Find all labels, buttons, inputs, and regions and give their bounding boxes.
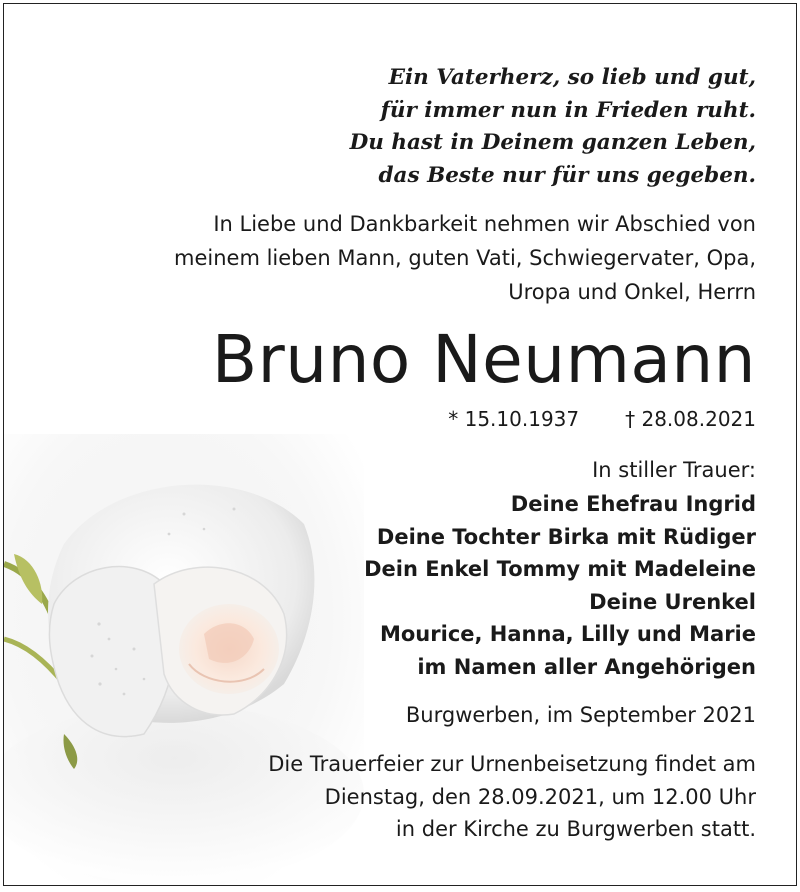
mourner: im Namen aller Angehörigen [417, 654, 756, 679]
mourner: Mourice, Hanna, Lilly und Marie [379, 622, 756, 646]
poem-line: das Beste nur für uns gegeben. [378, 162, 756, 188]
mourning-heading: In stiller Trauer: [592, 458, 756, 482]
intro-line: meinem lieben Mann, guten Vati, Schwiegervater, Opa, [174, 246, 756, 270]
life-dates [448, 404, 756, 434]
death-date: † 28.08.2021 [625, 407, 756, 431]
poem-line: für immer nun in Frieden ruht. [380, 97, 756, 123]
deceased-name: Bruno Neumann [211, 321, 756, 398]
intro-line: In Liebe und Dankbarkeit nehmen wir Abschied von [213, 212, 756, 236]
mourner: Dein Enkel Tommy mit Madeleine [364, 557, 756, 581]
ceremony-notice [268, 748, 756, 846]
mourners-list [364, 488, 756, 683]
mourner: Deine Urenkel [589, 589, 756, 614]
poem-line: Ein Vaterherz, so lieb und gut, [388, 65, 756, 90]
birth-date: * 15.10.1937 [448, 407, 580, 431]
ceremony-line: in der Kirche zu Burgwerben statt. [395, 817, 756, 841]
memorial-poem [350, 62, 756, 192]
obituary-frame [3, 3, 797, 886]
mourner: Deine Ehefrau Ingrid [510, 492, 756, 516]
ceremony-line: Dienstag, den 28.09.2021, um 12.00 Uhr [324, 784, 756, 809]
ceremony-line: Die Trauerfeier zur Urnenbeisetzung findet am [268, 752, 756, 776]
farewell-intro [174, 207, 756, 309]
intro-line: Uropa und Onkel, Herrn [508, 280, 756, 304]
poem-line: Du hast in Deinem ganzen Leben, [349, 130, 756, 155]
mourner: Deine Tochter Birka mit Rüdiger [376, 524, 756, 549]
place-date: Burgwerben, im September 2021 [405, 703, 756, 727]
